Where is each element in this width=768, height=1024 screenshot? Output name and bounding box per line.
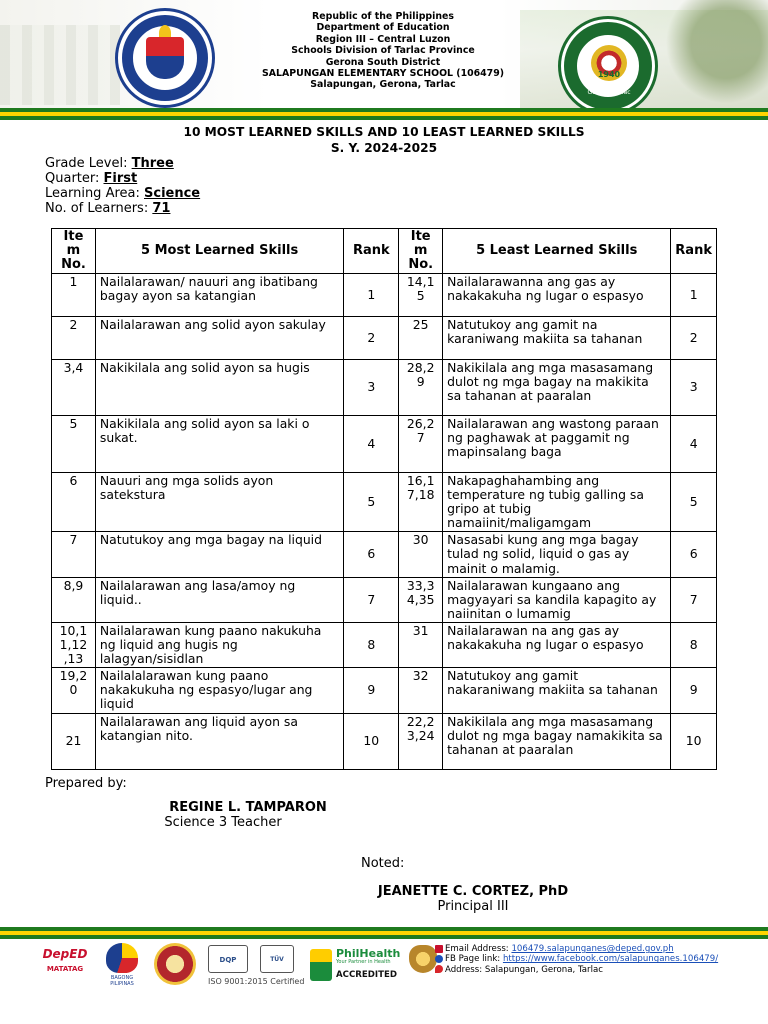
rank-2-cell: 1 [671, 274, 717, 317]
rank-2-cell: 5 [671, 473, 717, 532]
most-learned-skill-cell: Nailalalarawan kung paano nakakukuha ng espasyo/lugar ang liquid [95, 668, 343, 713]
iso-certification-logo [208, 943, 318, 987]
rank-cell: 1 [344, 274, 399, 317]
rank-2-cell: 10 [671, 713, 717, 769]
fb-link[interactable]: https://www.facebook.com/salapunganes.106479/ [502, 954, 719, 965]
most-learned-skill-cell: Nakikilala ang solid ayon sa hugis [95, 360, 343, 416]
header-stripe [0, 108, 768, 120]
philhealth-text: PhilHealth [336, 947, 401, 960]
table-row [52, 360, 717, 416]
philhealth-tagline: Your Partner in Health [336, 959, 391, 965]
item-no-cell: 8,9 [52, 577, 96, 622]
bagong-pilipinas-text: BAGONG PILIPINAS [110, 975, 134, 987]
rank-cell: 3 [344, 360, 399, 416]
header-line-school: SALAPUNGAN ELEMENTARY SCHOOL (106479) [261, 68, 505, 80]
learners-value: 71 [152, 201, 171, 216]
noted-label: Noted: [361, 856, 405, 871]
document-meta [45, 156, 200, 216]
grade-level [45, 156, 200, 171]
learners-label: No. of Learners: [45, 201, 153, 216]
item-no-cell: 21 [52, 713, 96, 769]
least-learned-skill-cell: Nasasabi kung ang mga bagay tulad ng solid, liquid o gas ay mainit o malamig. [443, 532, 671, 577]
most-learned-skill-cell: Nailalarawan ang liquid ayon sa katangian nito. [95, 713, 343, 769]
quarter-value: First [103, 171, 138, 186]
header-line-republic: Republic of the Philippines [312, 11, 454, 22]
item-no-2-cell: 22,2 3,24 [399, 713, 443, 769]
header-item-no: Ite m No. [52, 229, 96, 274]
philhealth-accredited-logo [310, 943, 400, 987]
least-learned-skill-cell: Nailalarawan kungaano ang magyayari sa kandila kapagito ay naiinitan o lumamig [443, 577, 671, 622]
item-no-2-cell: 28,2 9 [399, 360, 443, 416]
header-line-district: Gerona South District [325, 56, 441, 68]
most-learned-skill-cell: Natutukoy ang mga bagay na liquid [95, 532, 343, 577]
address-line [435, 965, 765, 975]
rank-cell: 8 [344, 622, 399, 667]
item-no-cell: 3,4 [52, 360, 96, 416]
email-line [435, 944, 765, 954]
table-row [52, 622, 717, 667]
footer-stripe [0, 927, 768, 939]
document-title [0, 125, 768, 156]
rank-cell: 6 [344, 532, 399, 577]
item-no-2-cell: 26,2 7 [399, 416, 443, 473]
most-learned-skill-cell: Nailalarawan kung paano nakukuha ng liquid ang hugis ng lalagyan/sisidlan [95, 622, 343, 667]
deped-matatag-logo [40, 943, 90, 987]
item-no-cell: 1 [52, 274, 96, 317]
most-learned-skill-cell: Nailalarawan ang lasa/amoy ng liquid.. [95, 577, 343, 622]
letterhead [0, 0, 768, 120]
skills-table [51, 228, 717, 770]
learning-area [45, 186, 200, 201]
header-most-learned: 5 Most Learned Skills [95, 229, 343, 274]
header-line-division: Schools Division of Tarlac Province [291, 45, 475, 57]
address-label: Address: [445, 964, 485, 975]
item-no-cell: 19,2 0 [52, 668, 96, 713]
fb-label: FB Page link: [445, 954, 503, 965]
facebook-icon [435, 955, 443, 963]
email-label: Email Address: [445, 944, 512, 954]
school-building-background [0, 25, 120, 105]
table-row [52, 713, 717, 769]
learners-count [45, 201, 200, 216]
matatag-logo-text: MATATAG [46, 965, 84, 973]
fb-line [435, 954, 765, 964]
item-no-cell: 10,1 1,12 ,13 [52, 622, 96, 667]
bagong-pilipinas-logo [102, 943, 142, 987]
iso-caption: ISO 9001:2015 Certified [208, 977, 305, 986]
item-no-2-cell: 25 [399, 317, 443, 360]
prepared-by-label: Prepared by: [45, 776, 127, 791]
grade-level-label: Grade Level: [45, 156, 132, 171]
header-item-no-2: Ite m No. [399, 229, 443, 274]
prepared-by-position: Science 3 Teacher [164, 815, 282, 830]
item-no-cell: 2 [52, 317, 96, 360]
location-pin-icon [435, 965, 443, 973]
deped-seal-logo [115, 8, 215, 108]
rank-cell: 2 [344, 317, 399, 360]
header-line-address: Salapungan, Gerona, Tarlac [310, 79, 456, 91]
accredited-text: ACCREDITED [336, 970, 397, 980]
rank-2-cell: 8 [671, 622, 717, 667]
header-rank: Rank [344, 229, 399, 274]
school-seal-place: Gerona, Tarlac [587, 89, 631, 96]
rank-cell: 4 [344, 416, 399, 473]
least-learned-skill-cell: Nailalarawan na ang gas ay nakakakuha ng lugar o espasyo [443, 622, 671, 667]
learning-area-label: Learning Area: [45, 186, 144, 201]
address-value: Salapungan, Gerona, Tarlac [484, 964, 603, 975]
noted-by-position: Principal III [437, 899, 509, 914]
tuv-badge-icon: TÜV [260, 945, 294, 973]
item-no-cell: 5 [52, 416, 96, 473]
footer-contact [435, 944, 765, 975]
rank-cell: 10 [344, 713, 399, 769]
philhealth-mark-icon [310, 949, 332, 981]
item-no-cell: 7 [52, 532, 96, 577]
header-least-learned: 5 Least Learned Skills [443, 229, 671, 274]
table-row [52, 577, 717, 622]
school-seal-year: 1940 [597, 70, 621, 79]
rank-2-cell: 4 [671, 416, 717, 473]
footer-logos [40, 943, 440, 989]
most-learned-skill-cell: Nauuri ang mga solids ayon satekstura [95, 473, 343, 532]
least-learned-skill-cell: Nailalarawan ang wastong paraan ng paghawak at paggamit ng mapinsalang baga [443, 416, 671, 473]
title-line-2: S. Y. 2024-2025 [330, 140, 438, 155]
rank-2-cell: 2 [671, 317, 717, 360]
division-seal-logo [154, 943, 196, 985]
most-learned-skill-cell: Nailalarawan ang solid ayon sakulay [95, 317, 343, 360]
table-row [52, 668, 717, 713]
least-learned-skill-cell: Natutukoy ang gamit na karaniwang makiita sa tahanan [443, 317, 671, 360]
grade-level-value: Three [131, 156, 174, 171]
table-row [52, 416, 717, 473]
email-link[interactable]: 106479.salapunganes@deped.gov.ph [511, 944, 674, 954]
item-no-cell: 6 [52, 473, 96, 532]
rank-cell: 9 [344, 668, 399, 713]
least-learned-skill-cell: Nailalarawanna ang gas ay nakakakuha ng lugar o espasyo [443, 274, 671, 317]
rank-cell: 7 [344, 577, 399, 622]
table-row [52, 274, 717, 317]
header-rank-2: Rank [671, 229, 717, 274]
table-header-row [52, 229, 717, 274]
least-learned-skill-cell: Nakikilala ang mga masasamang dulot ng mga bagay na makikita sa tahanan at paaralan [443, 360, 671, 416]
noted-by-name: JEANETTE C. CORTEZ, PhD [377, 884, 569, 899]
title-line-1: 10 MOST LEARNED SKILLS AND 10 LEAST LEARNED SKILLS [183, 125, 585, 139]
rank-2-cell: 6 [671, 532, 717, 577]
item-no-2-cell: 14,1 5 [399, 274, 443, 317]
least-learned-skill-cell: Natutukoy ang gamit nakaraniwang makiita sa tahanan [443, 668, 671, 713]
table-row [52, 532, 717, 577]
most-learned-skill-cell: Nakikilala ang solid ayon sa laki o sukat. [95, 416, 343, 473]
dqp-badge-icon: DQP [208, 945, 248, 973]
rank-2-cell: 9 [671, 668, 717, 713]
header-line-region: Region III – Central Luzon [315, 33, 451, 45]
least-learned-skill-cell: Nakapaghahambing ang temperature ng tubig galling sa gripo at tubig namaiinit/maligamgam [443, 473, 671, 532]
school-seal-logo [558, 16, 658, 116]
quarter-label: Quarter: [45, 171, 104, 186]
rank-2-cell: 3 [671, 360, 717, 416]
header-line-department: Department of Education [316, 22, 450, 34]
deped-logo-text: DepED [42, 947, 88, 961]
quarter [45, 171, 200, 186]
learning-area-value: Science [144, 186, 201, 201]
item-no-2-cell: 16,1 7,18 [399, 473, 443, 532]
letterhead-text [240, 11, 526, 91]
rank-cell: 5 [344, 473, 399, 532]
rank-2-cell: 7 [671, 577, 717, 622]
prepared-by-name: REGINE L. TAMPARON [169, 800, 327, 815]
email-icon [435, 945, 443, 953]
least-learned-skill-cell: Nakikilala ang mga masasamang dulot ng mga bagay namakikita sa tahanan at paaralan [443, 713, 671, 769]
item-no-2-cell: 31 [399, 622, 443, 667]
item-no-2-cell: 33,3 4,35 [399, 577, 443, 622]
tree-background [660, 0, 768, 108]
item-no-2-cell: 30 [399, 532, 443, 577]
item-no-2-cell: 32 [399, 668, 443, 713]
table-row [52, 473, 717, 532]
table-row [52, 317, 717, 360]
most-learned-skill-cell: Nailalarawan/ nauuri ang ibatibang bagay ayon sa katangian [95, 274, 343, 317]
